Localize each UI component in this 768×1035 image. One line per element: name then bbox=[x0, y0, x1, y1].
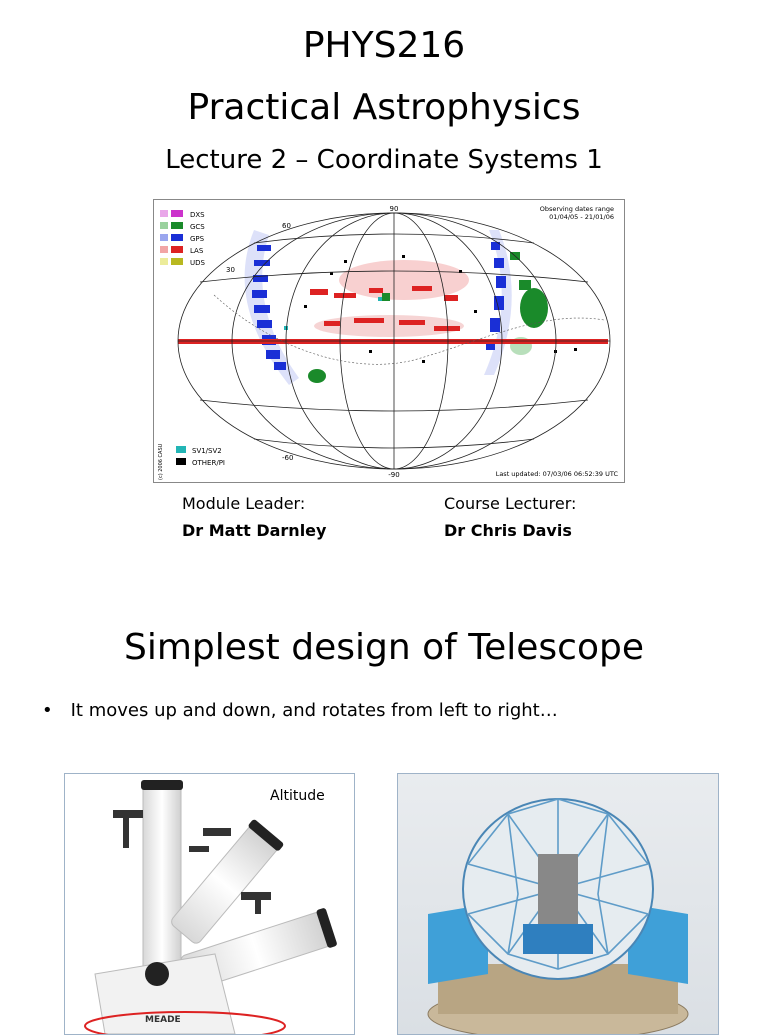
sky-map-figure bbox=[154, 200, 624, 482]
legend-label-las: LAS bbox=[190, 247, 204, 255]
altitude-knob bbox=[145, 962, 169, 986]
lecture-title: Lecture 2 – Coordinate Systems 1 bbox=[165, 145, 603, 175]
legend-top bbox=[160, 210, 206, 267]
grid-label-minus90: -90 bbox=[388, 471, 400, 479]
legend-swatch-las-light bbox=[160, 246, 168, 253]
legend-swatch-other bbox=[176, 458, 186, 465]
grid-label-90: 90 bbox=[389, 205, 399, 213]
large-telescope-illustration bbox=[398, 774, 718, 1034]
module-leader bbox=[182, 494, 326, 540]
observing-dates-value: 01/04/05 - 21/01/06 bbox=[549, 213, 614, 221]
course-lecturer-name: Dr Chris Davis bbox=[444, 521, 572, 540]
legend-label-gps: GPS bbox=[190, 235, 205, 243]
course-lecturer-label: Course Lecturer: bbox=[444, 494, 577, 513]
observatory-telescope-photo bbox=[397, 773, 719, 1035]
bullet-text: It moves up and down, and rotates from left to right… bbox=[70, 700, 558, 721]
vertical-credit: (c) 2006 CASU bbox=[158, 443, 164, 480]
observing-dates-label: Observing dates range bbox=[539, 205, 614, 213]
course-code: PHYS216 bbox=[302, 25, 466, 66]
legend-label-sv: SV1/SV2 bbox=[192, 447, 222, 455]
grid-label-60: 60 bbox=[282, 222, 291, 230]
projection-grid bbox=[178, 213, 610, 469]
vertical-tube-cap bbox=[141, 780, 183, 790]
slide-title: Simplest design of Telescope bbox=[124, 627, 644, 668]
legend-swatch-uds bbox=[171, 258, 183, 265]
legend-swatch-gps bbox=[171, 234, 183, 241]
module-leader-label: Module Leader: bbox=[182, 494, 306, 513]
bullet-item bbox=[42, 700, 558, 721]
legend-swatch-dxs bbox=[171, 210, 183, 217]
telescope-slide bbox=[0, 600, 768, 1024]
legend-swatch-dxs-light bbox=[160, 210, 168, 217]
angled-tube bbox=[168, 818, 285, 946]
las-coverage-north bbox=[339, 260, 469, 300]
legend-swatch-sv bbox=[176, 446, 186, 453]
altitude-label: Altitude bbox=[270, 788, 325, 804]
legend-swatch-gps-light bbox=[160, 234, 168, 241]
legend-swatch-gcs bbox=[171, 222, 183, 229]
legend-label-gcs: GCS bbox=[190, 223, 205, 231]
course-title: Practical Astrophysics bbox=[187, 87, 581, 128]
bullet-dot: • bbox=[42, 700, 53, 721]
dobsonian-telescope-illustration bbox=[65, 774, 354, 1034]
legend-swatch-uds-light bbox=[160, 258, 168, 265]
grid-label-minus60: -60 bbox=[282, 454, 294, 462]
grid-label-30: 30 bbox=[226, 266, 235, 274]
legend-bottom bbox=[176, 446, 225, 467]
module-leader-name: Dr Matt Darnley bbox=[182, 521, 327, 540]
legend-label-other: OTHER/PI bbox=[192, 459, 225, 467]
legend-swatch-las bbox=[171, 246, 183, 253]
gps-coverage-left-band bbox=[245, 230, 299, 385]
sky-survey-map bbox=[153, 199, 625, 483]
legend-label-dxs: DXS bbox=[190, 211, 205, 219]
dobsonian-telescope-photo bbox=[64, 773, 355, 1035]
legend-swatch-gcs-light bbox=[160, 222, 168, 229]
legend-label-uds: UDS bbox=[190, 259, 205, 267]
mount-support bbox=[523, 924, 593, 954]
brand-logo: MEADE bbox=[145, 1015, 181, 1025]
instrument-core bbox=[538, 854, 578, 924]
course-lecturer bbox=[444, 494, 576, 540]
last-updated: Last updated: 07/03/06 06:52:39 UTC bbox=[495, 470, 618, 478]
